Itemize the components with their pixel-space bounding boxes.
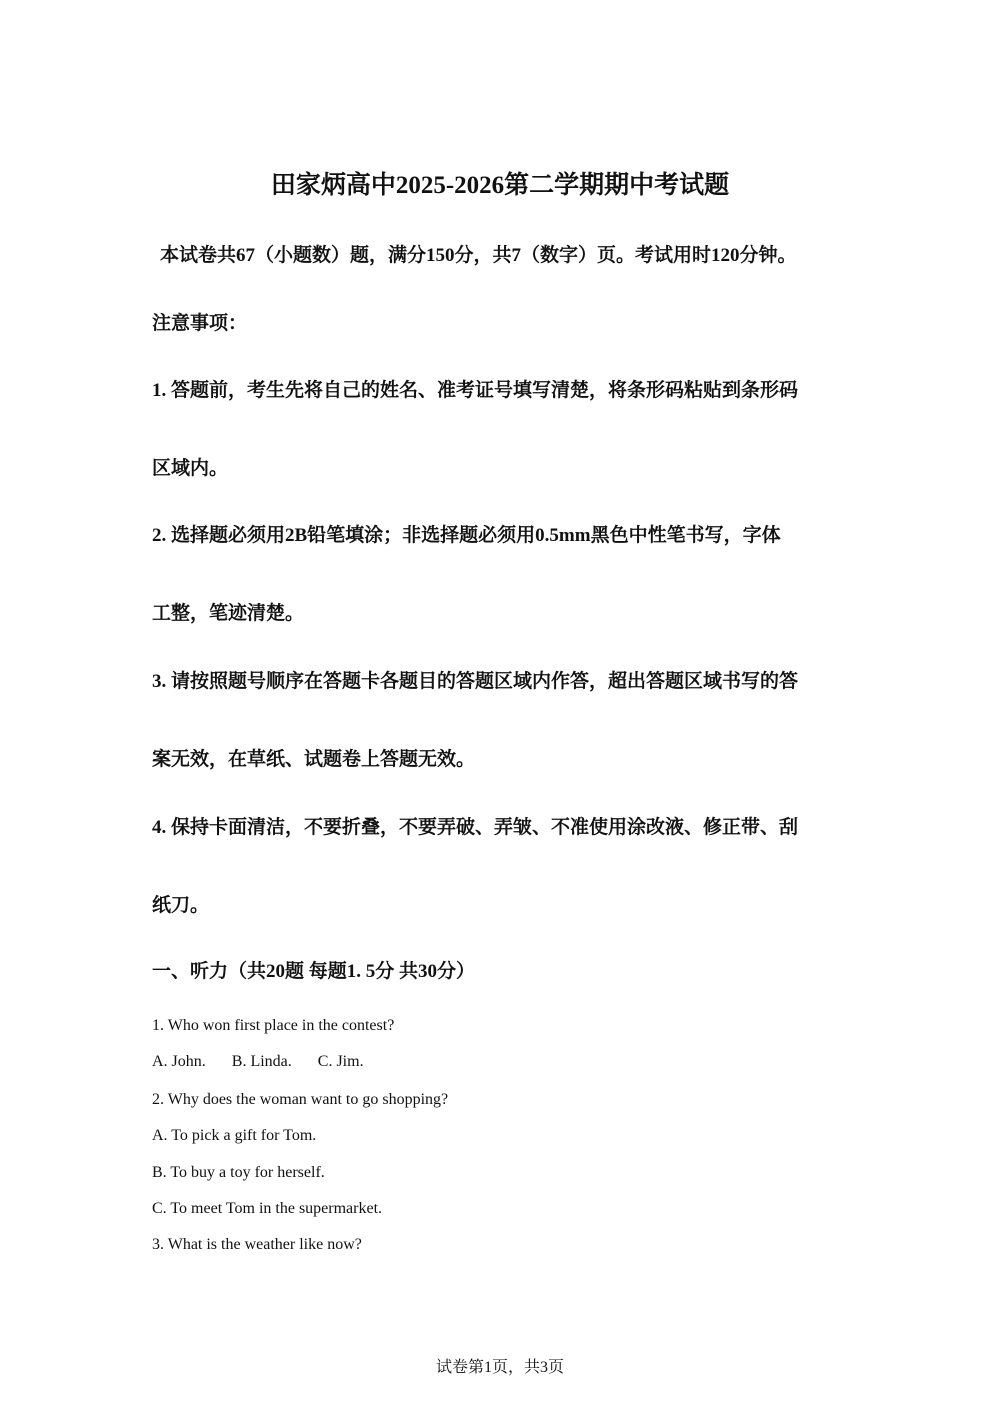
- notice-item-3-line-2: 案无效，在草纸、试题卷上答题无效。: [152, 749, 476, 770]
- notice-item-1-line-1: 1. 答题前，考生先将自己的姓名、准考证号填写清楚，将条形码粘贴到条形码: [152, 380, 799, 401]
- notice-item-1-line-2: 区域内。: [152, 458, 229, 479]
- notice-item-4-line-1: 4. 保持卡面清洁，不要折叠，不要弄破、弄皱、不准使用涂改液、修正带、刮: [152, 817, 799, 838]
- question-1-option-b: B. Linda.: [231, 1053, 292, 1070]
- section-heading: 一、听力（共20题 每题1. 5分 共30分）: [152, 961, 476, 982]
- notice-item-2-line-2: 工整，笔迹清楚。: [152, 603, 305, 624]
- question-3: 3. What is the weather like now?: [152, 1236, 362, 1253]
- question-2-option-a: A. To pick a gift for Tom.: [152, 1127, 317, 1144]
- question-2-option-c: C. To meet Tom in the supermarket.: [152, 1200, 383, 1217]
- question-1: 1. Who won first place in the contest?: [152, 1017, 395, 1034]
- question-1-option-a: A. John.: [152, 1053, 206, 1070]
- question-2-option-b: B. To buy a toy for herself.: [152, 1164, 325, 1181]
- page-title: 田家炳高中2025-2026第二学期期中考试题: [270, 172, 730, 199]
- notice-item-3-line-1: 3. 请按照题号顺序在答题卡各题目的答题区域内作答，超出答题区域书写的答: [152, 671, 799, 692]
- notice-item-2-line-1: 2. 选择题必须用2B铅笔填涂；非选择题必须用0.5mm黑色中性笔书写，字体: [152, 525, 781, 546]
- question-1-option-c: C. Jim.: [317, 1053, 364, 1070]
- exam-summary: 本试卷共67（小题数）题，满分150分，共7（数字）页。考试用时120分钟。: [160, 245, 797, 266]
- notice-heading: 注意事项：: [152, 313, 248, 334]
- notice-item-4-line-2: 纸刀。: [152, 895, 210, 916]
- question-2: 2. Why does the woman want to go shopping?: [152, 1091, 449, 1108]
- page-footer: 试卷第1页，共3页: [435, 1359, 564, 1376]
- question-1-options: [152, 1050, 364, 1074]
